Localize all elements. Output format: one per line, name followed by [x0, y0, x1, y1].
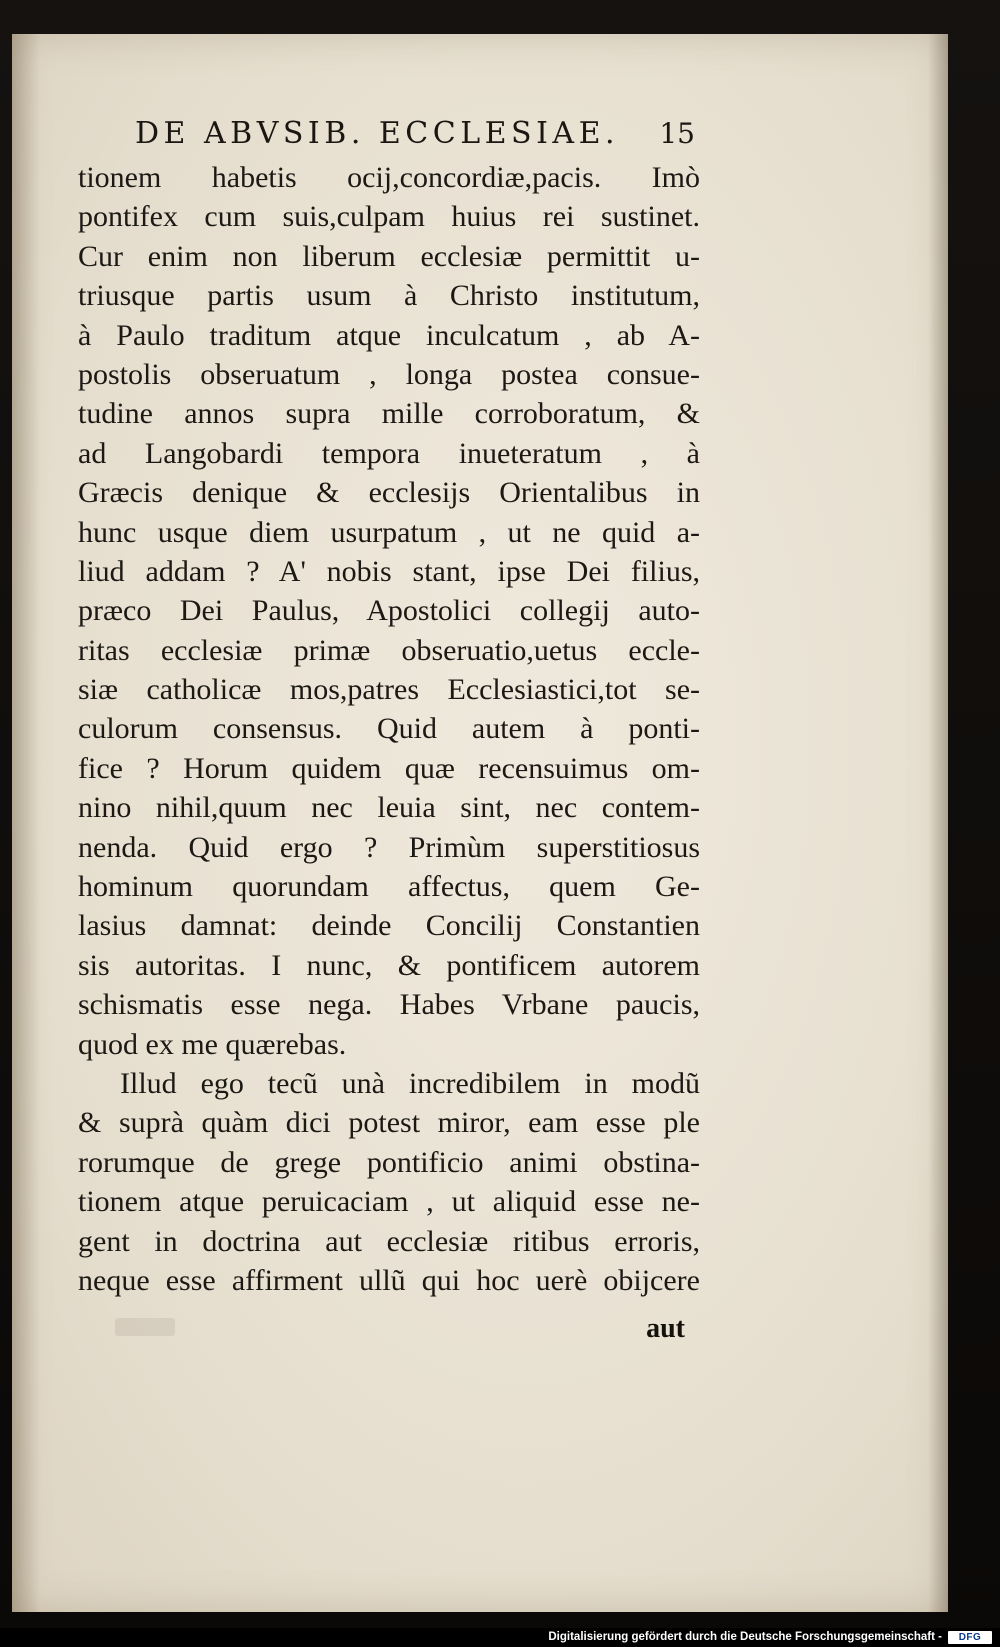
page-gutter-shadow	[12, 34, 40, 1612]
text-line: tionem atque peruicaciam , ut aliquid esse ne-	[78, 1185, 700, 1219]
dfg-logo	[948, 1631, 992, 1644]
text-line: nenda. Quid ergo ? Primùm superstitiosus	[78, 830, 700, 864]
text-line: Græcis denique & ecclesijs Orientalibus in	[78, 476, 700, 510]
catchword: aut	[646, 1313, 685, 1344]
text-line: fice ? Horum quidem quæ recensuimus om-	[78, 751, 700, 785]
paragraph-start-line: Illud ego tecũ unà incredibilem in modũ	[120, 1066, 700, 1100]
text-line: Cur enim non liberum ecclesiæ permittit u-	[78, 239, 700, 273]
text-line: postolis obseruatum , longa postea consue-	[78, 357, 700, 391]
faded-ink-mark	[115, 1318, 175, 1336]
text-line: triusque partis usum à Christo institutum,	[78, 279, 700, 313]
paragraph-end-line: quod ex me quærebas.	[78, 1027, 347, 1061]
text-line: siæ catholicæ mos,patres Ecclesiastici,tot se-	[78, 673, 700, 707]
text-line: sis autoritas. I nunc, & pontificem autorem	[78, 948, 700, 982]
text-line: tudine annos supra mille corroboratum, &	[78, 397, 700, 431]
text-line: schismatis esse nega. Habes Vrbane paucis,	[78, 988, 700, 1022]
text-line: hominum quorundam affectus, quem Ge-	[78, 870, 700, 904]
text-line: gent in doctrina aut ecclesiæ ritibus erroris,	[78, 1224, 700, 1258]
text-line: nino nihil,quum nec leuia sint, nec contem-	[78, 791, 700, 825]
text-line: neque esse affirment ullũ qui hoc uerè obijcere	[78, 1263, 700, 1297]
text-line: præco Dei Paulus, Apostolici collegij auto-	[78, 594, 700, 628]
text-line: tionem habetis ocij,concordiæ,pacis. Imò	[78, 161, 700, 194]
text-line: ritas ecclesiæ primæ obseruatio,uetus eccle-	[78, 633, 700, 667]
page-header	[135, 112, 695, 156]
text-line: & suprà quàm dici potest miror, eam esse ple	[78, 1106, 700, 1140]
text-line: liud addam ? A' nobis stant, ipse Dei filius,	[78, 554, 700, 588]
text-line: pontifex cum suis,culpam huius rei sustinet.	[78, 200, 700, 234]
text-line: rorumque de grege pontificio animi obstina-	[78, 1145, 700, 1179]
text-line: hunc usque diem usurpatum , ut ne quid a-	[78, 515, 700, 549]
funding-credit: Digitalisierung gefördert durch die Deutsche Forschungsgemeinschaft -	[548, 1631, 942, 1643]
page-edge-shadow	[928, 34, 948, 1612]
dfg-logo-text: DFG	[958, 1632, 982, 1643]
body-text	[78, 158, 700, 1300]
text-line: lasius damnat: deinde Concilij Constantien	[78, 909, 700, 943]
text-line: à Paulo traditum atque inculcatum , ab A-	[78, 318, 700, 352]
running-head: DE ABVSIB. ECCLESIAE.	[135, 116, 620, 151]
text-line: culorum consensus. Quid autem à ponti-	[78, 712, 700, 746]
page-number: 15	[659, 117, 695, 150]
digitization-footer	[0, 1628, 1000, 1647]
text-line: ad Langobardi tempora inueteratum , à	[78, 436, 700, 470]
